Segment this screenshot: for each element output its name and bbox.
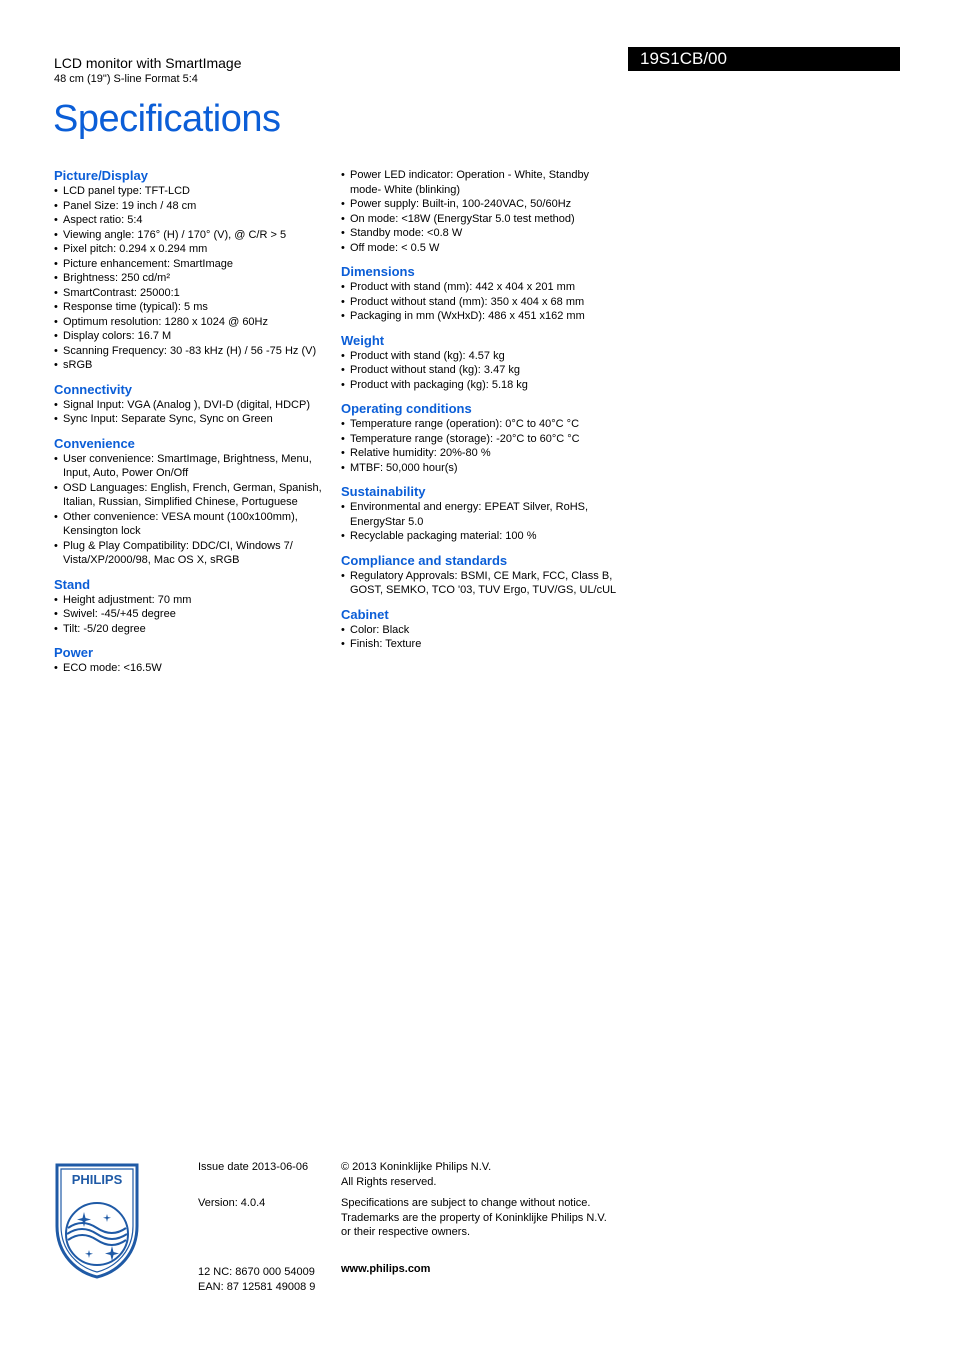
spec-item: • Plug & Play Compatibility: DDC/CI, Windows 7/ Vista/XP/2000/98, Mac OS X, sRGB <box>54 539 334 568</box>
spec-item: • Tilt: -5/20 degree <box>54 622 334 637</box>
spec-item: • User convenience: SmartImage, Brightness, Menu, Input, Auto, Power On/Off <box>54 452 334 481</box>
spec-item: • MTBF: 50,000 hour(s) <box>341 461 621 476</box>
spec-list <box>54 452 334 568</box>
spec-list <box>341 500 621 544</box>
spec-item: • Pixel pitch: 0.294 x 0.294 mm <box>54 242 334 257</box>
spec-item: • Response time (typical): 5 ms <box>54 300 334 315</box>
philips-shield-logo <box>54 1162 140 1280</box>
spec-item: • Packaging in mm (WxHxD): 486 x 451 x162 mm <box>341 309 621 324</box>
ean: EAN: 87 12581 49008 9 <box>198 1280 316 1293</box>
spec-list <box>341 349 621 393</box>
spec-item: • Power supply: Built-in, 100-240VAC, 50/60Hz <box>341 197 621 212</box>
model-number: 19S1CB/00 <box>640 49 727 68</box>
spec-section <box>54 577 334 637</box>
spec-list <box>341 280 621 324</box>
rights: All Rights reserved. <box>341 1175 437 1188</box>
spec-list <box>54 184 334 373</box>
spec-list <box>341 168 621 255</box>
spec-item: • Standby mode: <0.8 W <box>341 226 621 241</box>
section-title: Connectivity <box>54 381 133 397</box>
website-link[interactable]: www.philips.com <box>341 1262 431 1275</box>
spec-list <box>54 661 334 676</box>
spec-item: • Display colors: 16.7 M <box>54 329 334 344</box>
spec-section <box>54 382 334 427</box>
spec-item: • Product without stand (mm): 350 x 404 x 68 mm <box>341 295 621 310</box>
spec-list <box>54 593 334 637</box>
spec-section <box>54 436 334 568</box>
spec-item: • Temperature range (storage): -20°C to 60°C °C <box>341 432 621 447</box>
notice-line-1: Specifications are subject to change without notice. <box>341 1197 591 1209</box>
footer-legal <box>341 1160 631 1276</box>
section-title: Operating conditions <box>341 401 472 416</box>
section-title: Convenience <box>54 435 135 451</box>
logo-wordmark: PHILIPS <box>71 1172 123 1187</box>
spec-item: • Color: Black <box>341 623 621 638</box>
spec-section <box>341 264 621 324</box>
footer-product-info <box>198 1160 338 1294</box>
spec-list <box>341 623 621 652</box>
page-title: Specifications <box>53 98 281 140</box>
spec-item: • Recyclable packaging material: 100 % <box>341 529 621 544</box>
spec-item: • Height adjustment: 70 mm <box>54 593 334 608</box>
spec-item: • Product with stand (mm): 442 x 404 x 201 mm <box>341 280 621 295</box>
spec-item: • Power LED indicator: Operation - White, Standby mode- White (blinking) <box>341 168 621 197</box>
spec-item: • Product without stand (kg): 3.47 kg <box>341 363 621 378</box>
notice-line-2: Trademarks are the property of Koninklijke Philips N.V. <box>341 1211 607 1224</box>
spec-item: • Finish: Texture <box>341 637 621 652</box>
spec-item: • Swivel: -45/+45 degree <box>54 607 334 622</box>
spec-section <box>341 401 621 475</box>
spec-item: • ECO mode: <16.5W <box>54 661 334 676</box>
section-title: Power <box>54 645 94 660</box>
spec-item: • sRGB <box>54 358 334 373</box>
spec-item: • Product with stand (kg): 4.57 kg <box>341 349 621 364</box>
spec-item: • On mode: <18W (EnergyStar 5.0 test method) <box>341 212 621 227</box>
twelve-nc: 12 NC: 8670 000 54009 <box>198 1266 315 1278</box>
section-title: Sustainability <box>341 484 426 499</box>
copyright: © 2013 Koninklijke Philips N.V. <box>341 1161 492 1173</box>
spec-item: • LCD panel type: TFT-LCD <box>54 184 334 199</box>
model-number-bar <box>628 47 900 71</box>
spec-column-right <box>341 168 621 661</box>
spec-item: • Panel Size: 19 inch / 48 cm <box>54 199 334 214</box>
spec-list <box>341 569 621 598</box>
spec-item: • Product with packaging (kg): 5.18 kg <box>341 378 621 393</box>
spec-item: • Other convenience: VESA mount (100x100mm), Kensington lock <box>54 510 334 539</box>
issue-date: Issue date 2013-06-06 <box>198 1161 309 1173</box>
spec-item: • Relative humidity: 20%-80 % <box>341 446 621 461</box>
version: Version: 4.0.4 <box>198 1196 266 1209</box>
spec-section <box>54 645 334 676</box>
spec-item: • OSD Languages: English, French, German, Spanish, Italian, Russian, Simplified Chinese, Portuguese <box>54 481 334 510</box>
section-title: Compliance and standards <box>341 552 508 568</box>
section-title: Weight <box>341 332 385 348</box>
spec-item: • Brightness: 250 cd/m² <box>54 271 334 286</box>
spec-section <box>341 484 621 544</box>
notice-line-3: or their respective owners. <box>341 1226 470 1238</box>
spec-item: • Picture enhancement: SmartImage <box>54 257 334 272</box>
spec-section <box>341 607 621 652</box>
section-title: Cabinet <box>341 606 389 622</box>
section-title: Dimensions <box>341 264 415 279</box>
spec-section <box>341 168 621 255</box>
spec-item: • Scanning Frequency: 30 -83 kHz (H) / 56 -75 Hz (V) <box>54 344 334 359</box>
product-name: LCD monitor with SmartImage <box>54 55 242 71</box>
product-subtitle: 48 cm (19") S-line Format 5:4 <box>54 73 198 85</box>
spec-section <box>341 333 621 393</box>
spec-item: • SmartContrast: 25000:1 <box>54 286 334 301</box>
spec-item: • Aspect ratio: 5:4 <box>54 213 334 228</box>
spec-section <box>341 553 621 598</box>
section-title: Stand <box>54 576 91 592</box>
spec-list <box>54 398 334 427</box>
spec-item: • Sync Input: Separate Sync, Sync on Green <box>54 412 334 427</box>
spec-item: • Signal Input: VGA (Analog ), DVI-D (digital, HDCP) <box>54 398 334 413</box>
spec-item: • Temperature range (operation): 0°C to 40°C °C <box>341 417 621 432</box>
header <box>54 54 242 86</box>
spec-list <box>341 417 621 475</box>
section-title: Picture/Display <box>54 168 148 183</box>
spec-item: • Optimum resolution: 1280 x 1024 @ 60Hz <box>54 315 334 330</box>
spec-item: • Regulatory Approvals: BSMI, CE Mark, FCC, Class B, GOST, SEMKO, TCO '03, TUV Ergo, TUV/GS, UL/cUL <box>341 569 621 598</box>
spec-item: • Off mode: < 0.5 W <box>341 241 621 256</box>
spec-item: • Environmental and energy: EPEAT Silver, RoHS, EnergyStar 5.0 <box>341 500 621 529</box>
spec-section <box>54 168 334 373</box>
spec-item: • Viewing angle: 176° (H) / 170° (V), @ C/R > 5 <box>54 228 334 243</box>
spec-column-left <box>54 168 334 685</box>
